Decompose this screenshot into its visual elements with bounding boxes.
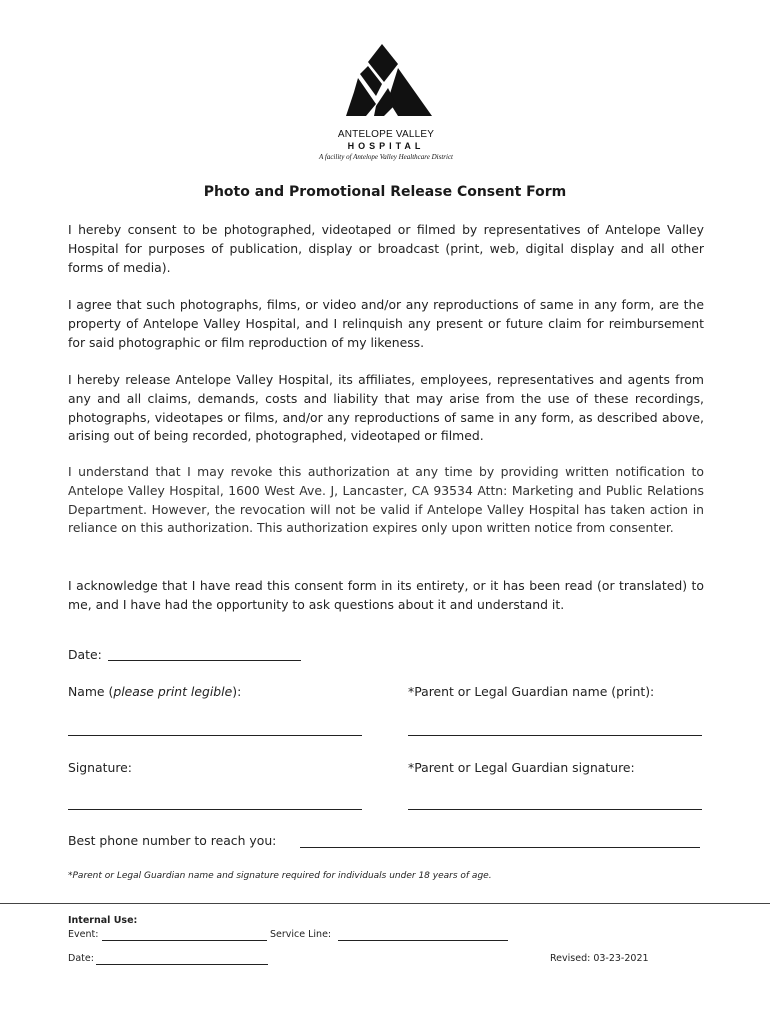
consent-paragraph-5: I acknowledge that I have read this consent form in its entirety, or it has been read (or translated) to me, and I have had the opportunity to ask questions about it and understand it.	[68, 578, 704, 612]
guardian-footnote: *Parent or Legal Guardian name and signature required for individuals under 18 years of age.	[68, 871, 492, 881]
guardian-name-label: *Parent or Legal Guardian name (print):	[408, 684, 655, 699]
guardian-name-field[interactable]	[408, 735, 702, 736]
signature-label: Signature:	[68, 760, 132, 775]
form-title: Photo and Promotional Release Consent Form	[203, 184, 567, 200]
signature-field[interactable]	[68, 809, 362, 810]
date-field[interactable]	[108, 660, 301, 661]
event-field[interactable]	[102, 940, 267, 941]
consent-paragraph-1: I hereby consent to be photographed, videotaped or filmed by representatives of Antelope Valley Hospital for purposes of publication, display or broadcast (print, web, digital display and all other forms of media).	[68, 222, 704, 275]
name-label: Name (please print legible):	[68, 684, 242, 699]
name-field[interactable]	[68, 735, 362, 736]
date-label: Date:	[68, 647, 102, 662]
org-name-hospital: HOSPITAL	[347, 141, 425, 151]
event-label: Event:	[68, 929, 99, 940]
triangle-logo-icon	[338, 44, 434, 124]
guardian-signature-label: *Parent or Legal Guardian signature:	[408, 760, 635, 775]
hospital-logo	[306, 44, 466, 166]
phone-field[interactable]	[300, 847, 700, 848]
service-line-label: Service Line:	[270, 929, 332, 940]
divider	[0, 903, 770, 904]
org-tagline: A facility of Antelope Valley Healthcare District	[318, 153, 453, 161]
internal-date-field[interactable]	[96, 964, 268, 965]
guardian-signature-field[interactable]	[408, 809, 702, 810]
consent-paragraph-2: I agree that such photographs, films, or video and/or any reproductions of same in any form, are the property of Antelope Valley Hospital, and I relinquish any present or future claim for reimbursement for said photographic or film reproduction of my likeness.	[68, 297, 704, 350]
internal-date-label: Date:	[68, 953, 94, 964]
consent-paragraph-4: I understand that I may revoke this authorization at any time by providing written notification to Antelope Valley Hospital, 1600 West Ave. J, Lancaster, CA 93534 Attn: Marketing and Public Relations Department. However, the revocation will not be valid if Antelope Valley Hospital has taken action in reliance on this authorization. This authorization expires only upon written notice from consenter.	[68, 464, 704, 536]
org-name: ANTELOPE VALLEY	[337, 129, 435, 140]
consent-paragraph-3: I hereby release Antelope Valley Hospital, its affiliates, employees, representatives and agents from any and all claims, demands, costs and liability that may arise from the use of these recordings, photographs, videotapes or films, and/or any reproductions of same in any form, as described above, arising out of being recorded, photographed, videotaped or filmed.	[68, 372, 704, 444]
service-line-field[interactable]	[338, 940, 508, 941]
revised-date: Revised: 03-23-2021	[550, 953, 649, 964]
internal-use-heading: Internal Use:	[68, 915, 138, 926]
phone-label: Best phone number to reach you:	[68, 833, 277, 848]
